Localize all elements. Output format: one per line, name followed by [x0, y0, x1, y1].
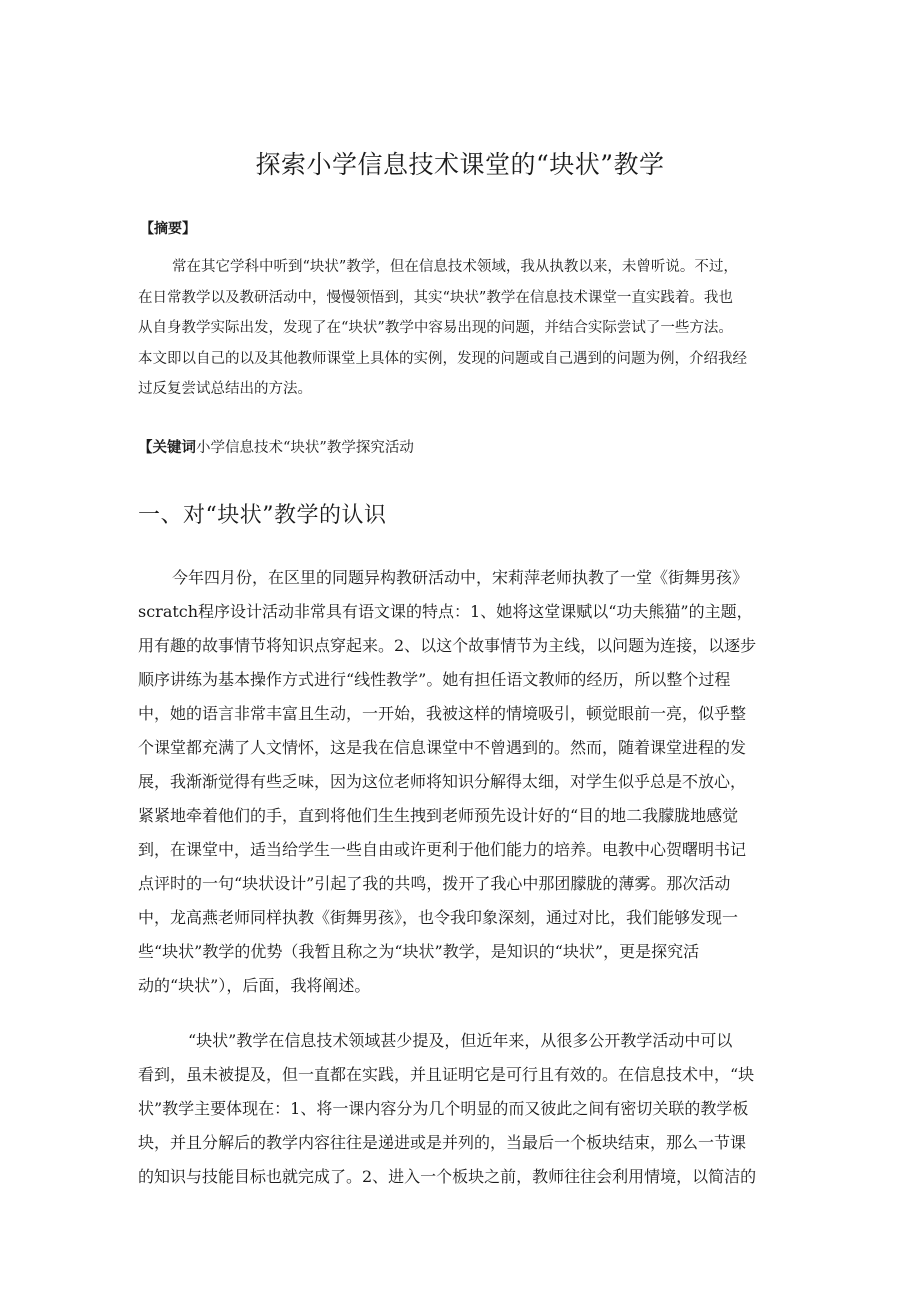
abstract-label: 【摘要】: [140, 221, 196, 237]
paragraph-line: “块状”教学在信息技术领域甚少提及，但近年来，从很多公开教学活动中可以: [188, 1031, 733, 1050]
paragraph-line: 块，并且分解后的教学内容往往是递进或是并列的，当最后一个板块结束，那么一节课: [138, 1133, 747, 1152]
paragraph-line: 中，她的语言非常丰富且生动，一开始，我被这样的情境吸引，顿觉眼前一亮，似乎整: [138, 704, 747, 723]
paragraph-line: 个课堂都充满了人文情怀，这是我在信息课堂中不曾遇到的。然而，随着课堂进程的发: [138, 738, 747, 757]
paragraph-line: 今年四月份，在区里的同题异构教研活动中，宋莉萍老师执教了一堂《街舞男孩》: [172, 568, 749, 587]
section-heading: 一、对“块状”教学的认识: [138, 503, 387, 528]
paragraph-line: 看到，虽未被提及，但一直都在实践，并且证明它是可行且有效的。在信息技术中，“块: [138, 1065, 755, 1084]
abstract-line: 常在其它学科中听到“块状”教学，但在信息技术领域，我从执教以来，未曾听说。不过，: [172, 259, 738, 275]
paragraph-line: 中，龙高燕老师同样执教《街舞男孩》，也令我印象深刻，通过对比，我们能够发现一: [138, 908, 739, 927]
paragraph-line: 紧紧地牵着他们的手，直到将他们生生拽到老师预先设计好的“目的地二我朦胧地感觉: [138, 806, 739, 825]
paragraph-line: scratch程序设计活动非常具有语文课的特点：1、她将这堂课赋以“功夫熊猫”的主题，: [138, 602, 753, 621]
abstract-line: 在日常教学以及教研活动中，慢慢领悟到，其实“块状”教学在信息技术课堂一直实践着。我也: [138, 289, 733, 306]
body-paragraph: [138, 1024, 798, 1194]
paragraph-line: 动的“块状”），后面，我将阐述。: [138, 976, 371, 995]
document-title: 探索小学信息技术课堂的“块状”教学: [255, 150, 665, 179]
abstract-line: 本文即以自己的以及其他教师课堂上具体的实例，发现的问题或自己遇到的问题为例，介绍我经: [138, 350, 747, 367]
keywords-line: [138, 437, 414, 459]
abstract-line: 过反复尝试总结出的方法。: [138, 381, 312, 397]
paragraph-line: 状”教学主要体现在：1、将一课内容分为几个明显的而又彼此之间有密切关联的教学板: [138, 1099, 749, 1118]
paragraph-line: 些“块状”教学的优势（我暂且称之为“块状”教学，是知识的“块状”，更是探究活: [138, 942, 700, 961]
paragraph-line: 到，在课堂中，适当给学生一些自由或许更利于他们能力的培养。电教中心贺曙明书记: [138, 840, 747, 859]
abstract-body: [138, 252, 794, 405]
paragraph-line: 点评时的一句“块状设计”引起了我的共鸣，拨开了我心中那团朦胧的薄雾。那次活动: [138, 874, 731, 893]
paragraph-line: 顺序讲练为基本操作方式进行“线性教学”。她有担任语文教师的经历，所以整个过程: [138, 670, 731, 689]
keywords-text: 小学信息技术“块状”教学探究活动: [196, 440, 414, 456]
keywords-label: 【关键词: [138, 440, 196, 456]
paragraph-line: 用有趣的故事情节将知识点穿起来。2、以这个故事情节为主线，以问题为连接，以逐步: [138, 636, 757, 655]
paragraph-line: 展，我渐渐觉得有些乏味，因为这位老师将知识分解得太细，对学生似乎总是不放心，: [138, 772, 747, 791]
paragraph-line: 的知识与技能目标也就完成了。2、进入一个板块之前，教师往往会利用情境，以简洁的: [138, 1167, 757, 1186]
abstract-line: 从自身教学实际出发，发现了在“块状”教学中容易出现的问题，并结合实际尝试了一些方法。: [138, 320, 733, 336]
body-paragraph: [138, 561, 798, 1003]
